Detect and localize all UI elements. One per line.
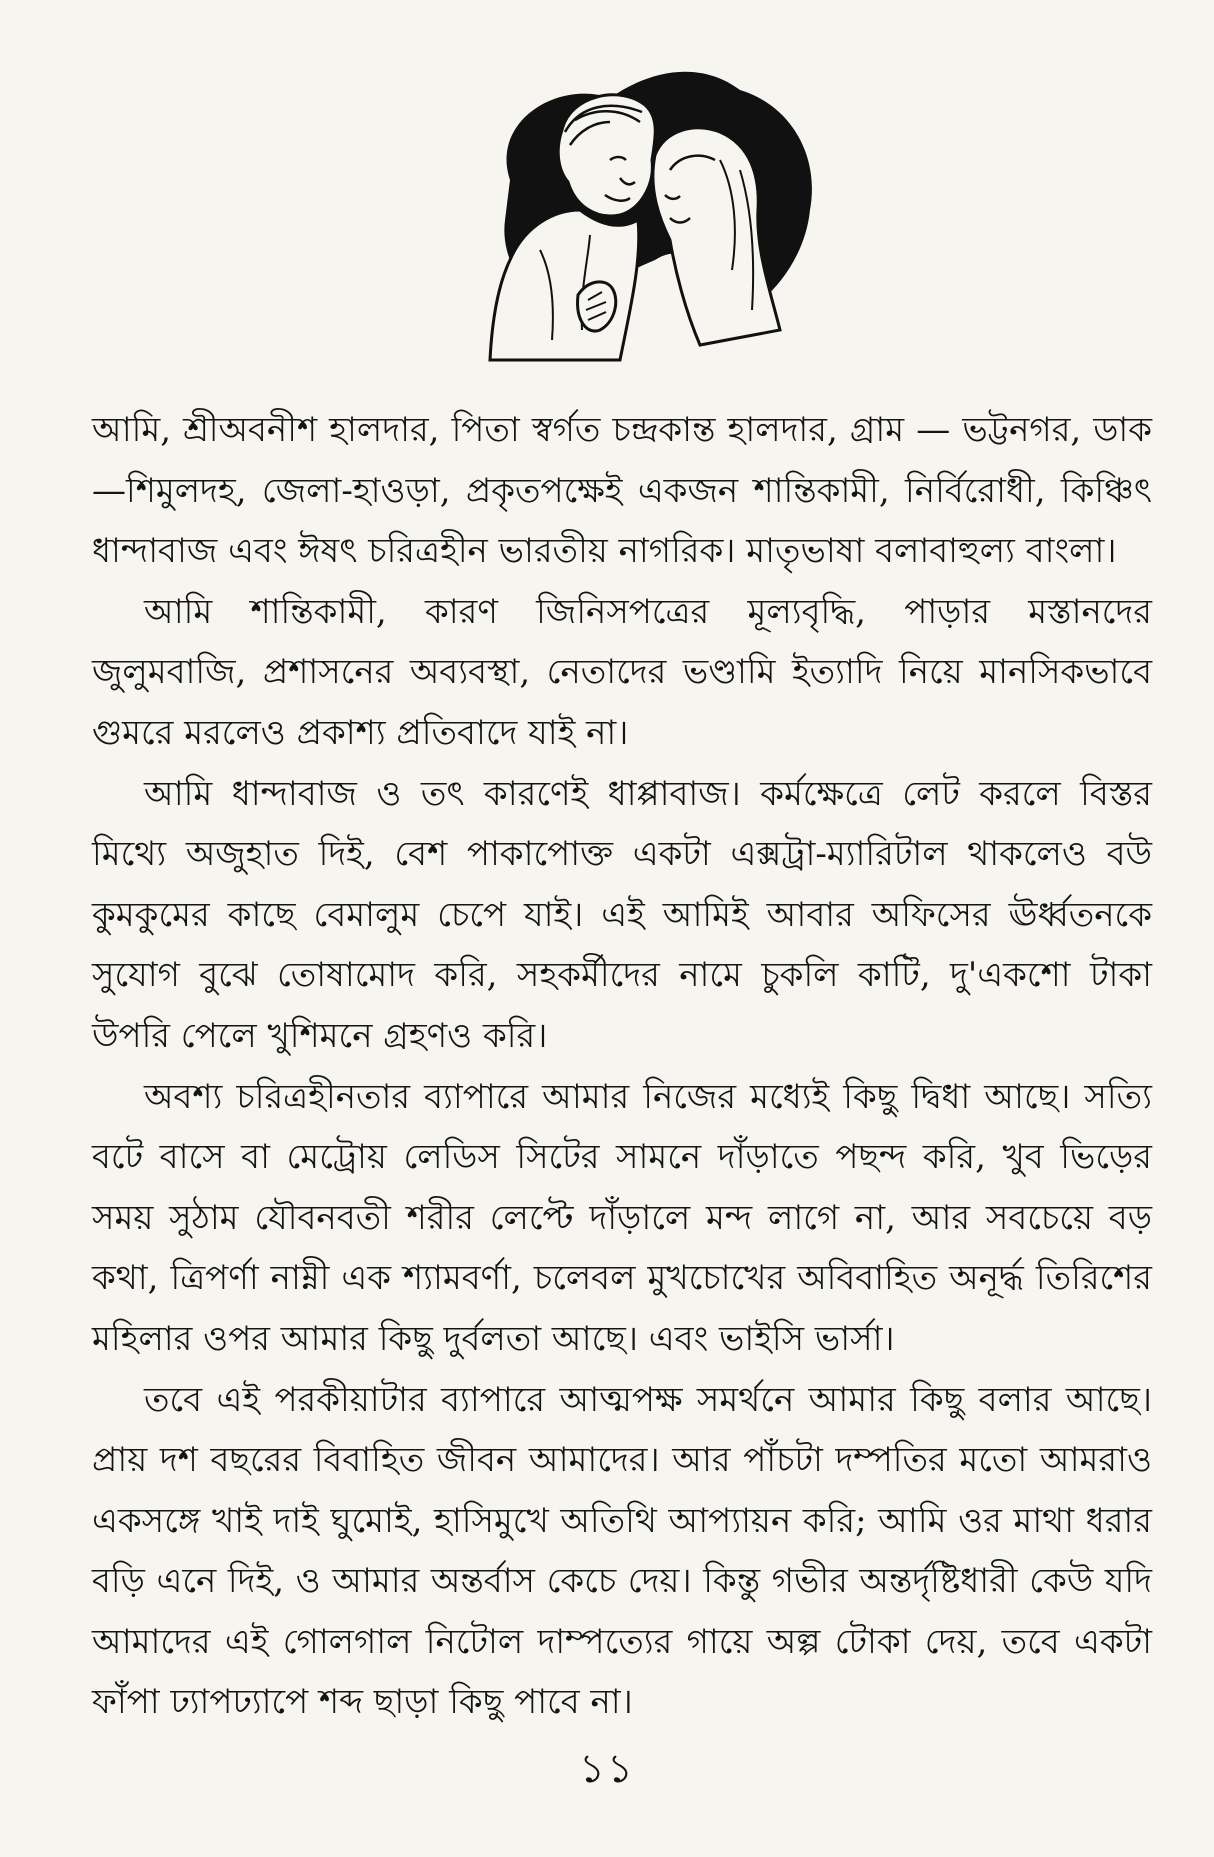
couple-embrace-illustration (470, 60, 830, 370)
page-number: ১১ (579, 1746, 635, 1792)
paragraph: অবশ্য চরিত্রহীনতার ব্যাপারে আমার নিজের মধ্যেই কিছু দ্বিধা আছে। সত্যি বটে বাসে বা মেট্রোয় লেডিস সিটের সামনে দাঁড়াতে পছন্দ করি, খুব ভিড়ের সময় সুঠাম যৌবনবতী শরীর লেপ্টে দাঁড়ালে মন্দ লাগে না, আর সবচেয়ে বড় কথা, ত্রিপর্ণা নাম্নী এক শ্যামবর্ণা, চলেবল মুখচোখের অবিবাহিত অনূর্দ্ধ তিরিশের মহিলার ওপর আমার কিছু দুর্বলতা আছে। এবং ভাইসি ভার্সা। (92, 1076, 1152, 1359)
story-text (92, 400, 1152, 1733)
paragraph: আমি ধান্দাবাজ ও তৎ কারণেই ধাপ্পাবাজ। কর্মক্ষেত্রে লেট করলে বিস্তর মিথ্যে অজুহাত দিই, বেশ পাকাপোক্ত একটা এক্সট্রা-ম্যারিটাল থাকলেও বউ কুমকুমের কাছে বেমালুম চেপে যাই। এই আমিই আবার অফিসের ঊর্ধ্বতনকে সুযোগ বুঝে তোষামোদ করি, সহকর্মীদের নামে চুকলি কাটি, দু'একশো টাকা উপরি পেলে খুশিমনে গ্রহণও করি। (92, 773, 1152, 1056)
paragraph: তবে এই পরকীয়াটার ব্যাপারে আত্মপক্ষ সমর্থনে আমার কিছু বলার আছে। প্রায় দশ বছরের বিবাহিত জীবন আমাদের। আর পাঁচটা দম্পতির মতো আমরাও একসঙ্গে খাই দাই ঘুমোই, হাসিমুখে অতিথি আপ্যায়ন করি; আমি ওর মাথা ধরার বড়ি এনে দিই, ও আমার অন্তর্বাস কেচে দেয়। কিন্তু গভীর অন্তর্দৃষ্টিধারী কেউ যদি আমাদের এই গোলগাল নিটোল দাম্পত্যের গায়ে অল্প টোকা দেয়, তবে একটা ফাঁপা ঢ্যাপঢ্যাপে শব্দ ছাড়া কিছু পাবে না। (92, 1379, 1152, 1723)
paragraph: আমি, শ্রীঅবনীশ হালদার, পিতা স্বর্গত চন্দ্রকান্ত হালদার, গ্রাম — ভট্টনগর, ডাক —শিমুলদহ, জেলা-হাওড়া, প্রকৃতপক্ষেই একজন শান্তিকামী, নির্বিরোধী, কিঞ্চিৎ ধান্দাবাজ এবং ঈষৎ চরিত্রহীন ভারতীয় নাগরিক। মাতৃভাষা বলাবাহুল্য বাংলা। (92, 410, 1152, 572)
paragraph: আমি শান্তিকামী, কারণ জিনিসপত্রের মূল্যবৃদ্ধি, পাড়ার মস্তানদের জুলুমবাজি, প্রশাসনের অব্যবস্থা, নেতাদের ভণ্ডামি ইত্যাদি নিয়ে মানসিকভাবে গুমরে মরলেও প্রকাশ্য প্রতিবাদে যাই না। (92, 591, 1152, 753)
